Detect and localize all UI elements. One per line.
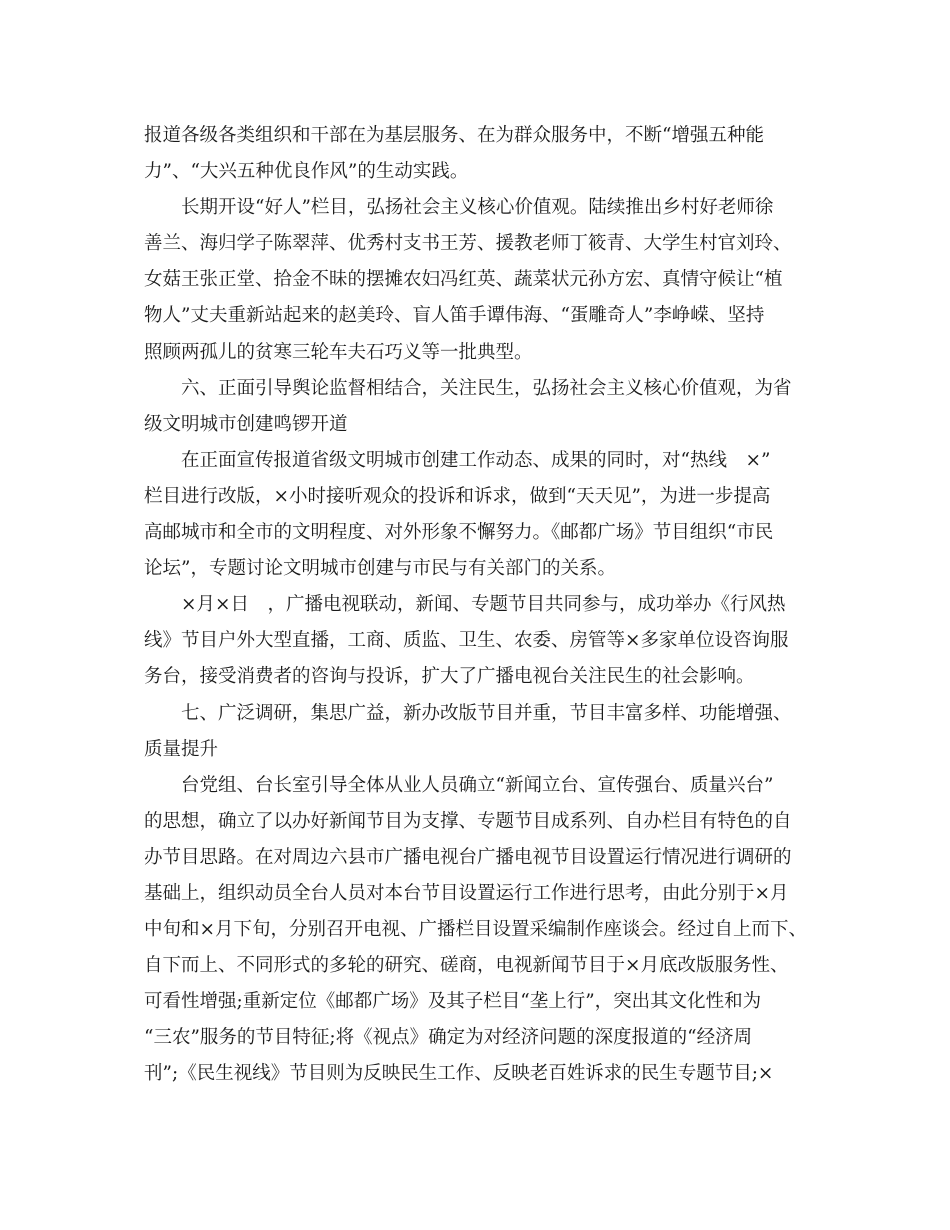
section-heading-line: 七、广泛调研，集思广益，新办改版节目并重，节目丰富多样、功能增强、	[181, 702, 792, 724]
text-line: ×月×日 ，广播电视联动，新闻、专题节目共同参与，成功举办《行风热	[181, 594, 786, 616]
text-line: 中旬和×月下旬，分别召开电视、广播栏目设置采编制作座谈会。经过自上而下、	[144, 919, 808, 941]
text-line: 刊”;《民生视线》节目则为反映民生工作、反映老百姓诉求的民生专题节目;×	[144, 1063, 774, 1085]
text-line: 务台，接受消费者的咨询与投诉，扩大了广播电视台关注民生的社会影响。	[144, 666, 755, 688]
text-line: 台党组、台长室引导全体从业人员确立“新闻立台、宣传强台、质量兴台”	[181, 774, 774, 796]
text-line: 善兰、海归学子陈翠萍、优秀村支书王芳、援教老师丁筱青、大学生村官刘玲、	[144, 233, 792, 255]
text-line: 可看性增强;重新定位《邮都广场》及其子栏目“垄上行”，突出其文化性和为	[144, 991, 762, 1013]
text-line: 报道各级各类组织和干部在为基层服务、在为群众服务中，不断“增强五种能	[144, 125, 764, 146]
body-text	[144, 118, 808, 1093]
text-line: 办节目思路。在对周边六县市广播电视台广播电视节目设置运行情况进行调研的	[144, 846, 792, 868]
section-heading-line: 级文明城市创建鸣锣开道	[144, 413, 348, 435]
text-line: 论坛”，专题讨论文明城市创建与市民与有关部门的关系。	[144, 558, 616, 580]
text-line: 力”、“大兴五种优良作风”的生动实践。	[144, 161, 469, 183]
section-heading-line: 六、正面引导舆论监督相结合，关注民生，弘扬社会主义核心价值观，为省	[181, 377, 792, 399]
text-line: 物人”丈夫重新站起来的赵美玲、盲人笛手谭伟海、“蛋雕奇人”李峥嵘、坚持	[144, 305, 765, 327]
text-line: 女菇王张正堂、拾金不昧的摆摊农妇冯红英、蔬菜状元孙方宏、真情守候让“植	[144, 269, 783, 291]
text-line: 在正面宣传报道省级文明城市创建工作动态、成果的同时，对“热线 ×”	[181, 449, 771, 471]
text-line: 高邮城市和全市的文明程度、对外形象不懈努力。《邮都广场》节目组织“市民	[144, 522, 774, 544]
text-line: 的思想，确立了以办好新闻节目为支撑、专题节目成系列、自办栏目有特色的自	[144, 810, 792, 832]
text-line: 长期开设“好人”栏目，弘扬社会主义核心价值观。陆续推出乡村好老师徐	[181, 197, 774, 219]
text-line: “三农”服务的节目特征;将《视点》确定为对经济问题的深度报道的“经济周	[144, 1027, 753, 1049]
section-heading-line: 质量提升	[144, 738, 219, 760]
text-line: 基础上，组织动员全台人员对本台节目设置运行工作进行思考，由此分别于×月	[144, 882, 789, 904]
text-line: 栏目进行改版，×小时接听观众的投诉和诉求，做到“天天见”，为进一步提高	[144, 485, 771, 507]
text-line: 自下而上、不同形式的多轮的研究、磋商，电视新闻节目于×月底改版服务性、	[144, 955, 789, 977]
text-line: 线》节目户外大型直播，工商、质监、卫生、农委、房管等×多家单位设咨询服	[144, 630, 789, 652]
text-line: 照顾两孤儿的贫寒三轮车夫石巧义等一批典型。	[144, 341, 533, 363]
